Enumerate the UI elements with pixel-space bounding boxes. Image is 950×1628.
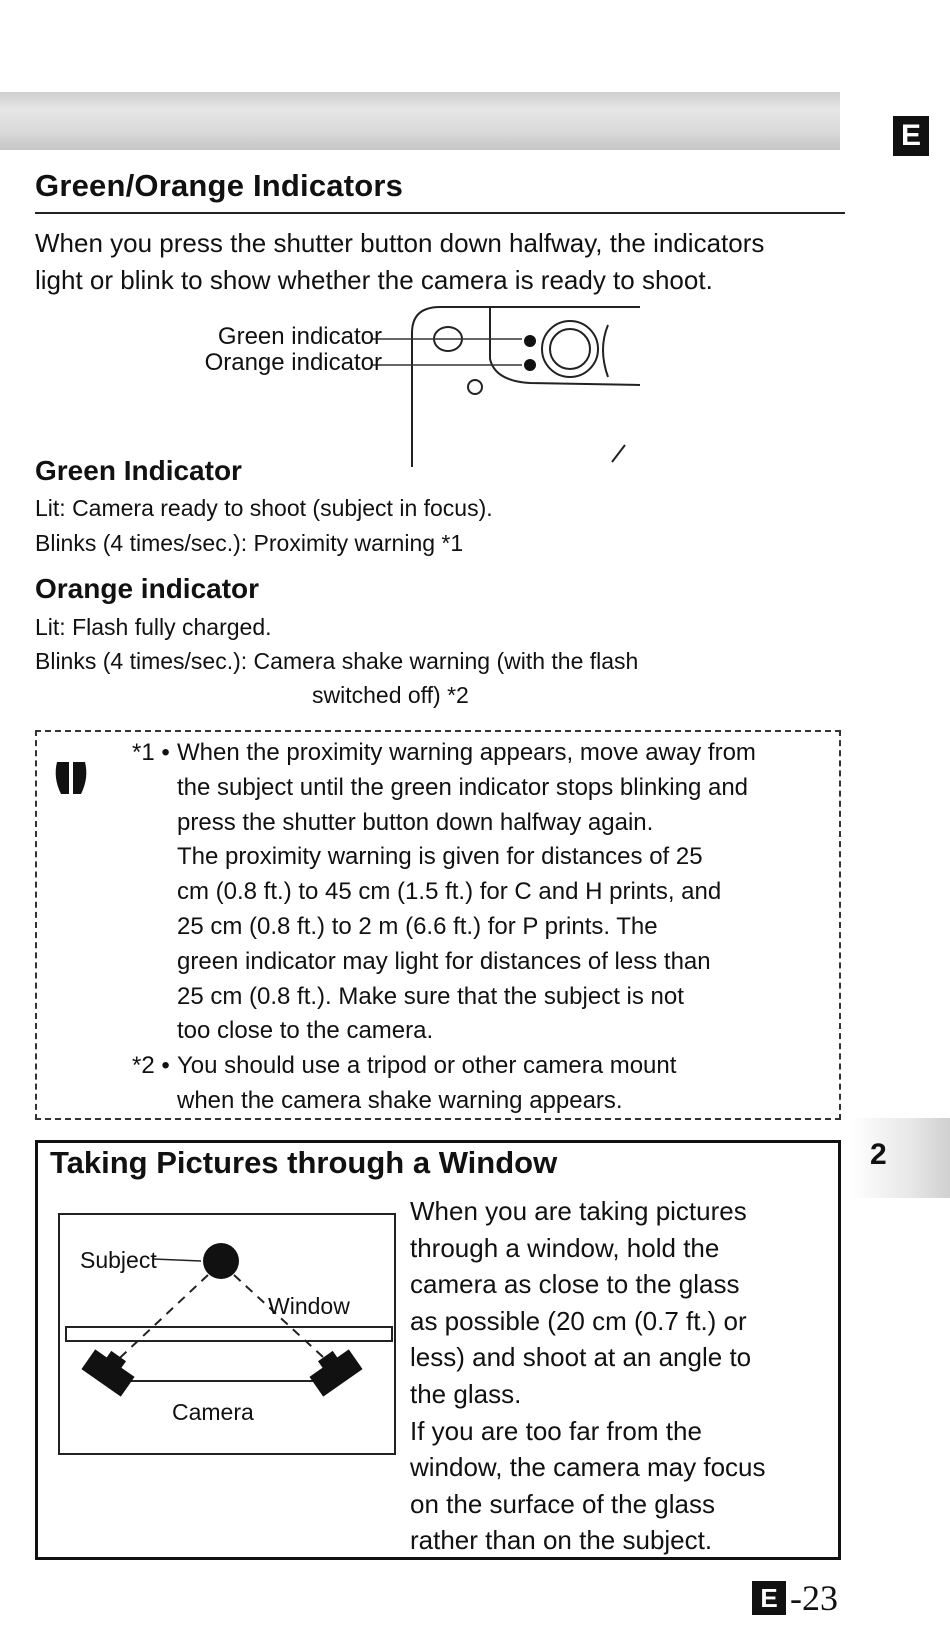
- note-2-line: You should use a tripod or other camera mount: [177, 1052, 677, 1079]
- indicator-diagram: [150, 305, 650, 467]
- language-badge: E: [893, 116, 929, 156]
- window-tip-line: window, the camera may focus: [410, 1452, 766, 1483]
- subject-label: Subject: [80, 1247, 157, 1273]
- note-1-line: green indicator may light for distances of less than: [177, 947, 711, 975]
- window-tip-line: on the surface of the glass: [410, 1488, 715, 1519]
- note-2-line: when the camera shake warning appears.: [177, 1086, 623, 1114]
- note-1-line: The proximity warning is given for distances of 25: [177, 843, 703, 871]
- window-label: Window: [268, 1293, 350, 1319]
- note-2-text: [177, 1049, 837, 1119]
- window-tip-line: When you are taking pictures: [410, 1196, 747, 1226]
- page-number: [752, 1578, 838, 1618]
- note-1-line: press the shutter button down halfway again.: [177, 808, 654, 836]
- window-tip-text: [410, 1193, 830, 1559]
- window-tip-line: less) and shoot at an angle to: [410, 1342, 752, 1373]
- orange-blinks-continued: switched off) *2: [312, 682, 469, 708]
- window-tip-box: [35, 1140, 841, 1560]
- intro-line-1: When you press the shutter button down halfway, the indicators: [35, 228, 765, 258]
- orange-indicator-label: Orange indicator: [204, 349, 382, 376]
- green-indicator-label: Green indicator: [217, 323, 382, 350]
- intro-text: [35, 225, 850, 299]
- note-1-line: 25 cm (0.8 ft.) to 2 m (6.6 ft.) for P prints. The: [177, 912, 658, 940]
- window-tip-line: through a window, hold the: [410, 1232, 720, 1263]
- window-tip-line: the glass.: [410, 1378, 522, 1409]
- window-tip-line: If you are too far from the: [410, 1415, 702, 1446]
- window-tip-line: as possible (20 cm (0.7 ft.) or: [410, 1305, 747, 1336]
- intro-line-2: light or blink to show whether the camera is ready to shoot.: [35, 265, 713, 295]
- window-tip-title: Taking Pictures through a Window: [50, 1145, 558, 1180]
- orange-lit-text: Lit: Flash fully charged.: [35, 614, 272, 640]
- note-1-line: 25 cm (0.8 ft.). Make sure that the subject is not: [177, 982, 684, 1010]
- note-1-marker: *1 •: [132, 739, 170, 766]
- page-number-digits: -23: [790, 1578, 838, 1618]
- window-tip-line: rather than on the subject.: [410, 1525, 713, 1556]
- note-1-line: When the proximity warning appears, move away from: [177, 739, 756, 766]
- chapter-tab: [850, 1118, 950, 1198]
- green-lit-text: Lit: Camera ready to shoot (subject in focus).: [35, 495, 493, 521]
- window-diagram: [58, 1213, 398, 1458]
- note-2-marker: *2 •: [132, 1052, 170, 1079]
- notes-box: [35, 730, 841, 1120]
- title-rule: [35, 212, 845, 214]
- section-title: Green/Orange Indicators: [35, 168, 404, 203]
- note-1-line: the subject until the green indicator stops blinking and: [177, 773, 749, 801]
- orange-indicator-heading: Orange indicator: [35, 573, 260, 604]
- note-1-text: [177, 736, 837, 1049]
- green-indicator-heading: Green Indicator: [35, 455, 242, 486]
- header-bar: [0, 92, 840, 150]
- chapter-number: 2: [870, 1138, 887, 1171]
- camera-label: Camera: [172, 1399, 254, 1425]
- caution-icon: [53, 758, 89, 798]
- note-1-line: cm (0.8 ft.) to 45 cm (1.5 ft.) for C and H prints, and: [177, 878, 722, 906]
- orange-blinks-text: Blinks (4 times/sec.): Camera shake warning (with the flash: [35, 648, 639, 674]
- page-language-badge: E: [752, 1581, 786, 1615]
- green-blinks-text: Blinks (4 times/sec.): Proximity warning *1: [35, 530, 464, 556]
- note-1-line: too close to the camera.: [177, 1017, 434, 1045]
- window-tip-line: camera as close to the glass: [410, 1269, 740, 1300]
